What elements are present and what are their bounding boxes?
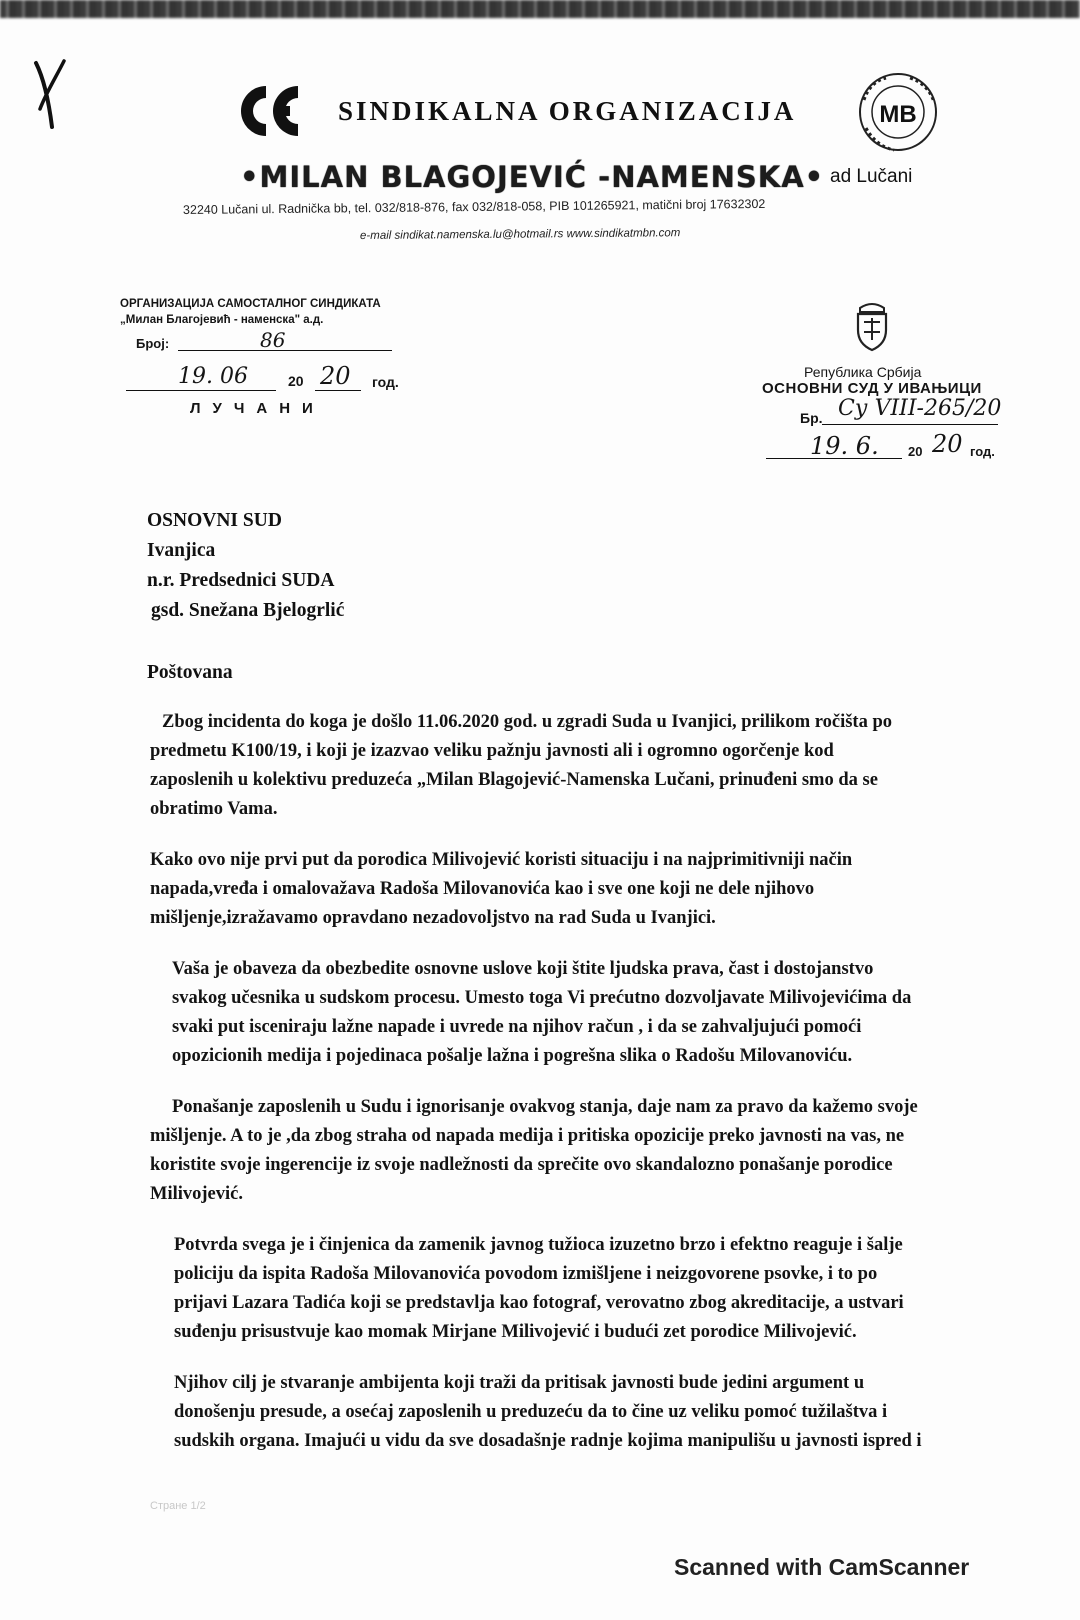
court-stamp-god-label: год.: [970, 444, 995, 459]
stamp-year-prefix: 20: [288, 373, 304, 389]
letter-body: [150, 708, 1000, 1478]
body-line: obratimo Vama.: [150, 799, 278, 819]
recipient-line: n.r. Predsednici SUDA: [147, 570, 335, 591]
body-paragraph: [150, 708, 1000, 824]
body-line: opozicionih medija i pojedinaca pošalje lažna i pogrešna slika o Radošu Milovanoviću.: [172, 1046, 853, 1066]
body-paragraph: [150, 1231, 1000, 1347]
union-registry-stamp: [120, 298, 450, 423]
body-line: policiju da ispita Radoša Milovanovića povodom izmišljene i neizgovorene psovke, i to po: [174, 1264, 878, 1284]
court-stamp-number-value: Су VIII-265/20: [838, 396, 1002, 421]
body-paragraph: [150, 1369, 1000, 1456]
body-line: donošenju presude, a osećaj zaposlenih u preduzeću da to čine uz veliku pomoć tužilaštva i: [174, 1402, 888, 1422]
body-line: Kako ovo nije prvi put da porodica Milivojević koristi situaciju i na najprimitivniji način: [150, 850, 853, 870]
court-stamp-year-prefix: 20: [908, 444, 923, 459]
recipient-line: OSNOVNI SUD: [147, 510, 282, 531]
camscanner-watermark: Scanned with CamScanner: [674, 1554, 970, 1580]
handwritten-x-mark: [30, 55, 70, 135]
letterhead-email: e-mail sindikat.namenska.lu@hotmail.rs www.sindikatmbn.com: [359, 227, 681, 242]
court-stamp-number-label: Бр.: [800, 410, 823, 426]
mb-seal-text: MB: [879, 101, 917, 128]
body-line: Vaša je obaveza da obezbedite osnovne uslove koji štite ljudska prava, čast i dostojanstvo: [172, 959, 874, 979]
stamp-date-line: [126, 390, 276, 391]
stamp-number-value: 86: [260, 328, 286, 352]
letterhead-address: 32240 Lučani ul. Radnička bb, tel. 032/818-876, fax 032/818-058, PIB 101265921, matični broj 17632302: [182, 196, 766, 217]
stamp-year-line: [315, 390, 361, 391]
body-line: koristite svoje ingerencije iz svoje nadležnosti da sprečite ovo skandalozno ponašanje porodice: [150, 1155, 893, 1175]
body-line: Njihov cilj je stvaranje ambijenta koji traži da pritisak javnosti bude jedini argument u: [174, 1373, 865, 1393]
court-receipt-stamp: [760, 300, 1030, 475]
serbian-crest-icon: [850, 300, 894, 352]
body-line: sudskih organa. Imajući u vidu da sve dosadašnje radnje kojima manipulišu u javnosti ispred i: [174, 1431, 922, 1451]
body-paragraph: [150, 846, 1000, 933]
stamp-god-label: год.: [372, 374, 399, 390]
recipient-line: Ivanjica: [147, 540, 216, 561]
recipient-block: [147, 506, 344, 626]
body-line: napada,vređa i omalovažava Radoša Milovanovića kao i sve one koji ne dele njihovo: [150, 879, 815, 899]
stamp-year-value: 20: [320, 362, 351, 390]
body-line: Ponašanje zaposlenih u Sudu i ignorisanje ovakvog stanja, daje nam za pravo da kažemo svoje: [172, 1097, 918, 1117]
mb-seal-icon: [850, 70, 946, 154]
recipient-line: gsd. Snežana Bjelogrlić: [151, 600, 345, 621]
court-stamp-date-value: 19. 6.: [810, 432, 879, 460]
court-stamp-court-name: ОСНОВНИ СУД У ИВАЊИЦИ: [762, 380, 982, 397]
organization-name: •MILAN BLAGOJEVIĆ -NAMENSKA•: [240, 160, 825, 194]
stamp-org-line2: „Милан Благојевић - наменска" а.д.: [120, 314, 324, 326]
stamp-date-value: 19. 06: [178, 364, 248, 389]
body-line: Milivojević.: [150, 1184, 243, 1204]
body-line: zaposlenih u kolektivu preduzeća „Milan Blagojević-Namenska Lučani, prinuđeni smo da se: [150, 770, 878, 790]
organization-suffix: ad Lučani: [830, 166, 913, 187]
letter-greeting: Poštovana: [147, 662, 233, 683]
stamp-number-label: Број:: [136, 336, 170, 351]
body-line: mišljenje,izražavamo opravdano nezadovoljstvo na rad Suda u Ivanjici.: [150, 908, 716, 928]
body-line: svaki put isceniraju lažne napade i uvrede na njihov račun , i da se zahvaljujući pomoći: [172, 1017, 862, 1037]
faint-page-mark: Стране 1/2: [150, 1500, 206, 1512]
court-stamp-number-line: [822, 424, 998, 425]
body-line: suđenju prisustvuje kao momak Mirjane Milivojević i budući zet porodice Milivojević.: [174, 1322, 857, 1342]
body-paragraph: [150, 955, 1000, 1071]
stamp-city: ЛУЧАНИ: [190, 400, 325, 417]
letterhead-title: SINDIKALNA ORGANIZACIJA: [338, 96, 797, 126]
court-stamp-republic: Република Србија: [804, 364, 922, 380]
body-line: Potvrda svega je i činjenica da zamenik javnog tužioca izuzetno brzo i efektno reaguje i šalje: [174, 1235, 903, 1255]
body-line: prijavi Lazara Tadića koji se predstavlja kao fotograf, verovatno zbog akreditacije, a ustvari: [174, 1293, 904, 1313]
body-paragraph: [150, 1093, 1000, 1209]
body-line: svakog učesnika u sudskom procesu. Umesto toga Vi prećutno dozvoljavate Milivojevićima da: [172, 988, 912, 1008]
body-line: predmetu K100/19, i koji je izazvao veliku pažnju javnosti ali i ogromno ogorčenje kod: [150, 741, 834, 761]
body-line: Zbog incidenta do koga je došlo 11.06.2020 god. u zgradi Suda u Ivanjici, prilikom ročišta po: [162, 712, 893, 732]
union-logo-icon: [236, 82, 310, 140]
stamp-org-line1: ОРГАНИЗАЦИЈА САМОСТАЛНОГ СИНДИКАТА: [120, 298, 381, 310]
scan-top-edge: [0, 0, 1080, 18]
court-stamp-year-value: 20: [932, 430, 963, 458]
body-line: mišljenje. A to je ,da zbog straha od napada medija i pritiska opozicije preko javnosti na vas, ne: [150, 1126, 905, 1146]
